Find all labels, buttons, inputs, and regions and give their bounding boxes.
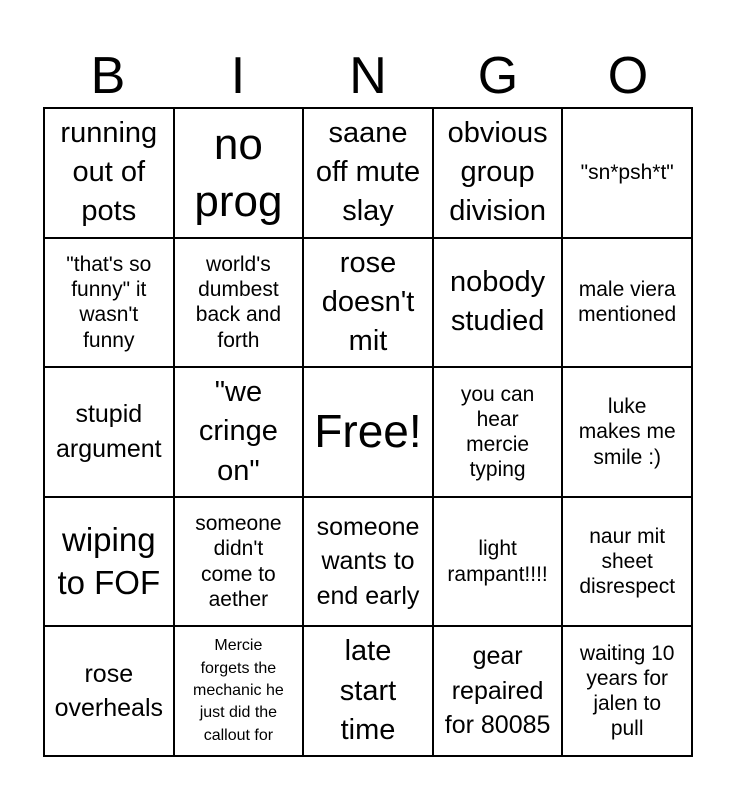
cell-text: Free!: [314, 405, 422, 458]
bingo-cell[interactable]: [433, 367, 563, 497]
bingo-cell[interactable]: [44, 626, 174, 756]
bingo-cell[interactable]: [433, 238, 563, 368]
bingo-cell[interactable]: [433, 497, 563, 627]
cell-text: rose doesn't mit: [321, 246, 415, 357]
bingo-cell[interactable]: [303, 497, 433, 627]
cell-text: Mercie forgets the mechanic he just did the callout for: [193, 637, 284, 744]
cell-text: obvious group division: [447, 117, 548, 228]
bingo-cell[interactable]: [174, 626, 304, 756]
header-letter-i: I: [230, 47, 246, 105]
bingo-cell[interactable]: [433, 108, 563, 238]
bingo-cell[interactable]: [174, 238, 304, 368]
cell-text: nobody studied: [450, 266, 546, 338]
cell-text: light rampant!!!!: [447, 537, 548, 586]
cell-text: male viera mentioned: [578, 278, 677, 327]
bingo-header: [43, 44, 693, 108]
cell-text: waiting 10 years for jalen to pull: [579, 641, 675, 741]
cell-text: someone wants to end early: [316, 512, 420, 610]
bingo-cell[interactable]: [562, 497, 692, 627]
cell-text: saane off mute slay: [315, 117, 421, 228]
cell-text: "sn*psh*t": [580, 161, 674, 185]
cell-text: running out of pots: [60, 117, 158, 228]
header-letter-n: N: [349, 47, 387, 105]
cell-text: luke makes me smile :): [578, 395, 676, 469]
bingo-board: [43, 107, 693, 757]
bingo-cell[interactable]: [44, 497, 174, 627]
bingo-cell[interactable]: [562, 367, 692, 497]
bingo-cell[interactable]: [562, 108, 692, 238]
bingo-cell[interactable]: [174, 497, 304, 627]
header-letter-b: B: [90, 47, 126, 105]
bingo-cell[interactable]: [562, 626, 692, 756]
bingo-cell[interactable]: [174, 108, 304, 238]
header-letter-o: O: [607, 47, 649, 105]
bingo-cell[interactable]: [433, 626, 563, 756]
bingo-cell[interactable]: [44, 238, 174, 368]
cell-text: someone didn't come to aether: [195, 512, 282, 611]
header-letter-g: G: [477, 47, 519, 105]
cell-text: "that's so funny" it wasn't funny: [66, 253, 152, 352]
bingo-cell[interactable]: [303, 238, 433, 368]
cell-text: rose overheals: [54, 659, 163, 723]
bingo-cell[interactable]: [303, 108, 433, 238]
bingo-cell[interactable]: [303, 626, 433, 756]
cell-text: naur mit sheet disrespect: [579, 524, 676, 599]
bingo-cell[interactable]: [174, 367, 304, 497]
free-cell[interactable]: [303, 367, 433, 497]
cell-text: you can hear mercie typing: [460, 382, 535, 482]
cell-text: wiping to FOF: [57, 520, 161, 601]
cell-text: world's dumbest back and forth: [195, 253, 281, 352]
bingo-cell[interactable]: [44, 367, 174, 497]
bingo-cell[interactable]: [44, 108, 174, 238]
cell-text: gear repaired for 80085: [444, 642, 551, 740]
cell-text: late start time: [339, 635, 397, 746]
cell-text: no prog: [194, 119, 283, 226]
cell-text: "we cringe on": [198, 376, 278, 487]
cell-text: stupid argument: [55, 400, 162, 463]
bingo-cell[interactable]: [562, 238, 692, 368]
